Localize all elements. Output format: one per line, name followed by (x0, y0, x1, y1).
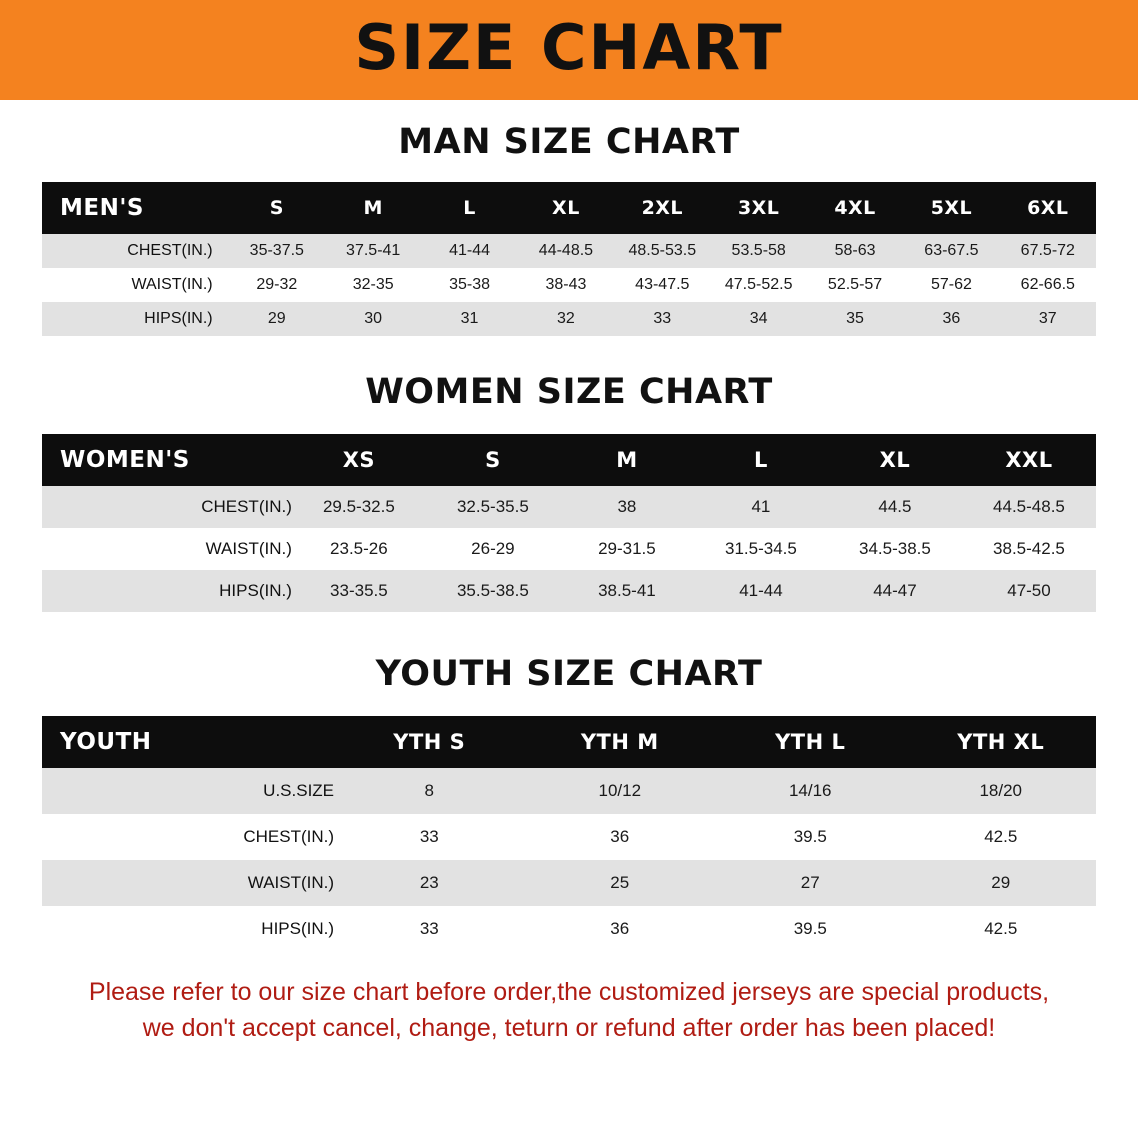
table-cell: 52.5-57 (807, 268, 903, 302)
women-header-cell: L (694, 434, 828, 486)
table-cell: 39.5 (715, 906, 905, 952)
table-cell: 23 (334, 860, 524, 906)
women-table-wrapper (42, 434, 1096, 612)
row-label: HIPS(IN.) (42, 906, 334, 952)
table-cell: 58-63 (807, 234, 903, 268)
table-cell: 31 (421, 302, 517, 336)
page-title: SIZE CHART (354, 11, 784, 84)
man-table-wrapper (42, 182, 1096, 336)
banner (0, 0, 1138, 100)
man-header-cell: M (325, 182, 421, 234)
youth-header-cell: YTH L (715, 716, 905, 768)
table-header-row (42, 434, 1096, 486)
table-cell: 37.5-41 (325, 234, 421, 268)
table-cell: 44.5-48.5 (962, 486, 1096, 528)
table-cell: 48.5-53.5 (614, 234, 710, 268)
table-row (42, 234, 1096, 268)
youth-header-label: YOUTH (42, 716, 334, 768)
table-cell: 44.5 (828, 486, 962, 528)
table-cell: 36 (525, 814, 715, 860)
row-label: HIPS(IN.) (42, 570, 292, 612)
table-cell: 47.5-52.5 (711, 268, 807, 302)
table-cell: 57-62 (903, 268, 999, 302)
table-cell: 47-50 (962, 570, 1096, 612)
man-header-label: MEN'S (42, 182, 229, 234)
youth-header-cell: YTH M (525, 716, 715, 768)
table-row (42, 860, 1096, 906)
row-label: WAIST(IN.) (42, 528, 292, 570)
table-cell: 42.5 (905, 814, 1096, 860)
row-label: CHEST(IN.) (42, 234, 229, 268)
man-header-cell: 5XL (903, 182, 999, 234)
table-cell: 39.5 (715, 814, 905, 860)
table-cell: 53.5-58 (711, 234, 807, 268)
table-cell: 35-37.5 (229, 234, 325, 268)
disclaimer-line-2: we don't accept cancel, change, teturn or refund after order has been placed! (142, 1014, 996, 1043)
women-header-cell: XL (828, 434, 962, 486)
row-label: WAIST(IN.) (42, 268, 229, 302)
table-cell: 23.5-26 (292, 528, 426, 570)
women-table-body (42, 486, 1096, 612)
table-cell: 63-67.5 (903, 234, 999, 268)
table-cell: 44-48.5 (518, 234, 614, 268)
table-cell: 62-66.5 (1000, 268, 1096, 302)
table-cell: 27 (715, 860, 905, 906)
table-row (42, 302, 1096, 336)
row-label: CHEST(IN.) (42, 486, 292, 528)
disclaimer-line-1: Please refer to our size chart before order,the customized jerseys are special products, (88, 978, 1050, 1006)
row-label: U.S.SIZE (42, 768, 334, 814)
table-cell: 34 (711, 302, 807, 336)
table-cell: 10/12 (525, 768, 715, 814)
youth-header-cell: YTH S (334, 716, 524, 768)
man-header-cell: 4XL (807, 182, 903, 234)
table-cell: 33 (334, 814, 524, 860)
table-row (42, 268, 1096, 302)
youth-table-head (42, 716, 1096, 768)
women-header-cell: S (426, 434, 560, 486)
women-size-table (42, 434, 1096, 612)
women-header-cell: M (560, 434, 694, 486)
table-cell: 32-35 (325, 268, 421, 302)
table-cell: 26-29 (426, 528, 560, 570)
man-header-cell: 2XL (614, 182, 710, 234)
table-cell: 43-47.5 (614, 268, 710, 302)
man-table-body (42, 234, 1096, 336)
table-cell: 29.5-32.5 (292, 486, 426, 528)
table-cell: 8 (334, 768, 524, 814)
youth-section-title: YOUTH SIZE CHART (375, 654, 763, 694)
women-header-label: WOMEN'S (42, 434, 292, 486)
table-cell: 25 (525, 860, 715, 906)
table-row (42, 814, 1096, 860)
table-cell: 36 (903, 302, 999, 336)
table-cell: 35-38 (421, 268, 517, 302)
women-header-cell: XXL (962, 434, 1096, 486)
table-cell: 42.5 (905, 906, 1096, 952)
table-header-row (42, 716, 1096, 768)
table-cell: 41 (694, 486, 828, 528)
row-label: CHEST(IN.) (42, 814, 334, 860)
table-cell: 29-31.5 (560, 528, 694, 570)
women-section-title: WOMEN SIZE CHART (365, 372, 773, 412)
table-cell: 33-35.5 (292, 570, 426, 612)
table-cell: 41-44 (421, 234, 517, 268)
man-header-cell: XL (518, 182, 614, 234)
table-row (42, 528, 1096, 570)
women-table-head (42, 434, 1096, 486)
table-cell: 31.5-34.5 (694, 528, 828, 570)
table-row (42, 768, 1096, 814)
table-cell: 41-44 (694, 570, 828, 612)
table-cell: 18/20 (905, 768, 1096, 814)
youth-size-table (42, 716, 1096, 952)
table-cell: 38-43 (518, 268, 614, 302)
disclaimer-note (40, 974, 1098, 1047)
youth-table-wrapper (42, 716, 1096, 952)
youth-table-body (42, 768, 1096, 952)
man-header-cell: L (421, 182, 517, 234)
table-cell: 67.5-72 (1000, 234, 1096, 268)
man-header-cell: 3XL (711, 182, 807, 234)
table-row (42, 570, 1096, 612)
women-header-cell: XS (292, 434, 426, 486)
table-cell: 35.5-38.5 (426, 570, 560, 612)
youth-header-cell: YTH XL (905, 716, 1096, 768)
table-cell: 32 (518, 302, 614, 336)
table-cell: 35 (807, 302, 903, 336)
table-cell: 36 (525, 906, 715, 952)
table-cell: 33 (334, 906, 524, 952)
table-cell: 29 (905, 860, 1096, 906)
table-header-row (42, 182, 1096, 234)
man-section-title: MAN SIZE CHART (398, 122, 740, 162)
table-row (42, 906, 1096, 952)
row-label: HIPS(IN.) (42, 302, 229, 336)
table-cell: 37 (1000, 302, 1096, 336)
table-cell: 29 (229, 302, 325, 336)
table-cell: 38 (560, 486, 694, 528)
table-cell: 32.5-35.5 (426, 486, 560, 528)
man-table-head (42, 182, 1096, 234)
table-cell: 44-47 (828, 570, 962, 612)
table-cell: 30 (325, 302, 421, 336)
man-size-table (42, 182, 1096, 336)
table-cell: 38.5-41 (560, 570, 694, 612)
table-cell: 38.5-42.5 (962, 528, 1096, 570)
man-header-cell: 6XL (1000, 182, 1096, 234)
table-cell: 34.5-38.5 (828, 528, 962, 570)
table-row (42, 486, 1096, 528)
row-label: WAIST(IN.) (42, 860, 334, 906)
table-cell: 33 (614, 302, 710, 336)
man-header-cell: S (229, 182, 325, 234)
table-cell: 14/16 (715, 768, 905, 814)
table-cell: 29-32 (229, 268, 325, 302)
